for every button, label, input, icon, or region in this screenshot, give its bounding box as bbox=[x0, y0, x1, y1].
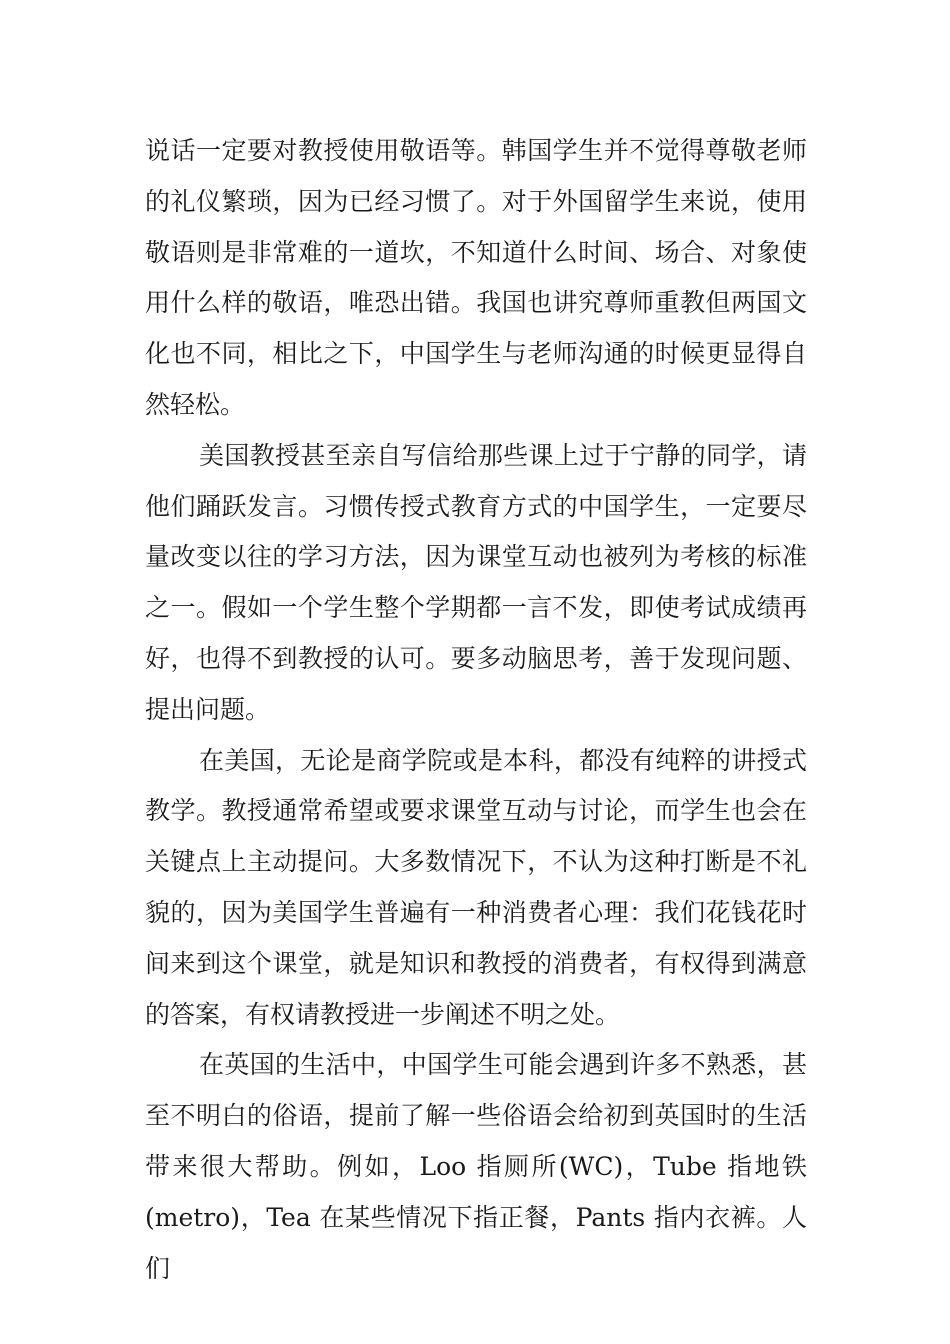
paragraph-us-classroom: 在美国，无论是商学院或是本科，都没有纯粹的讲授式教学。教授通常希望或要求课堂互动与讨论，而学生也会在关键点上主动提问。大多数情况下，不认为这种打断是不礼貌的，因为美国学生普遍有一种消费者心理：我们花钱花时间来到这个课堂，就是知识和教授的消费者，有权得到满意的答案，有权请教授进一步阐述不明之处。 bbox=[145, 745, 807, 1029]
document-body bbox=[145, 126, 807, 1294]
paragraph-honorifics: 说话一定要对教授使用敬语等。韩国学生并不觉得尊敬老师的礼仪繁琐，因为已经习惯了。对于外国留学生来说，使用敬语则是非常难的一道坎，不知道什么时间、场合、对象使用什么样的敬语，唯恐出错。我国也讲究尊师重教但两国文化也不同，相比之下，中国学生与老师沟通的时候更显得自然轻松。 bbox=[145, 136, 807, 419]
paragraph-us-professors: 美国教授甚至亲自写信给那些课上过于宁静的同学，请他们踊跃发言。习惯传授式教育方式的中国学生，一定要尽量改变以往的学习方法，因为课堂互动也被列为考核的标准之一。假如一个学生整个学期都一言不发，即使考试成绩再好，也得不到教授的认可。要多动脑思考，善于发现问题、提出问题。 bbox=[145, 440, 807, 724]
paragraph-uk-slang: 在英国的生活中，中国学生可能会遇到许多不熟悉，甚至不明白的俗语，提前了解一些俗语会给初到英国时的生活带来很大帮助。例如，Loo 指厕所(WC)，Tube 指地铁(metro)，Tea 在某些情况下指正餐，Pants 指内衣裤。人们 bbox=[145, 1050, 807, 1283]
